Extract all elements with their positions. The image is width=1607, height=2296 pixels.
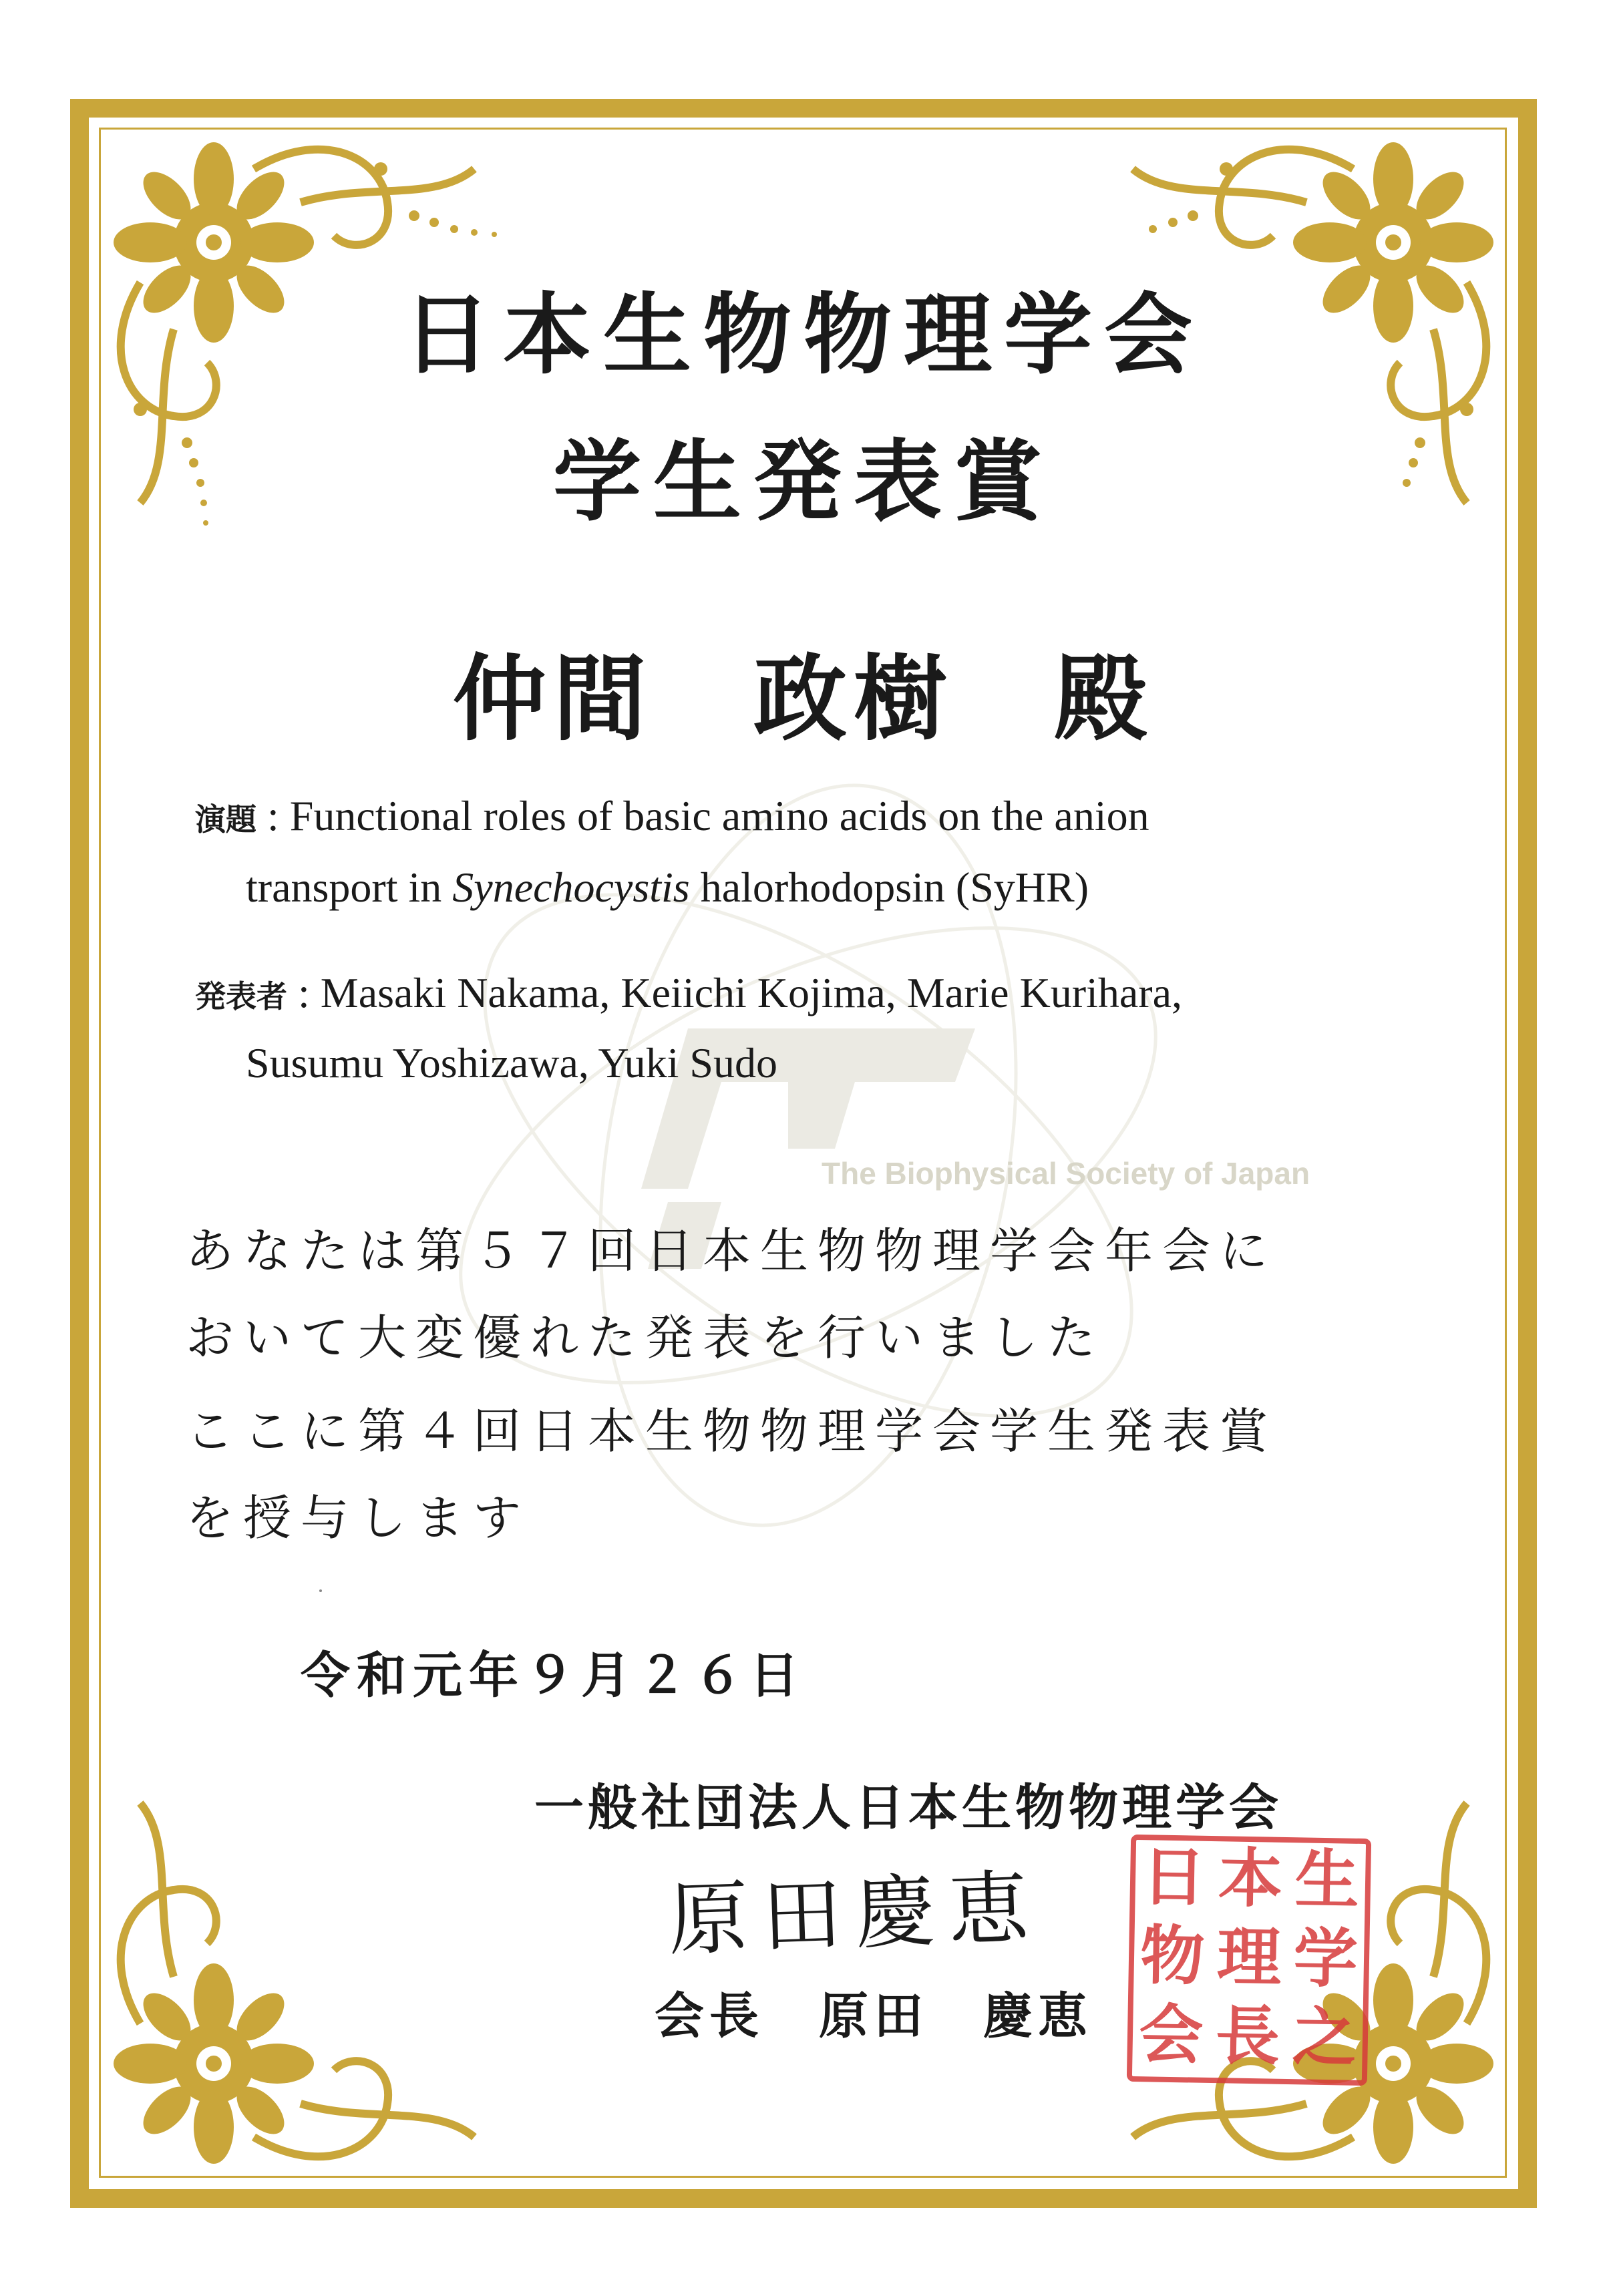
presenters-text-1: Masaki Nakama, Keiichi Kojima, Marie Kurihara, (320, 969, 1182, 1016)
seal-char: 物 (1139, 1917, 1206, 1994)
topic-text-2b: halorhodopsin (SyHR) (689, 864, 1089, 911)
body-text-1: あなたは第５７回日本生物物理学会年会に (186, 1223, 1278, 1279)
seal-char: 学 (1292, 1920, 1359, 1997)
presenters-line-2: Susumu Yoshizawa, Yuki Sudo (246, 1039, 777, 1087)
body-text-2: おいて大変優れた発表を行いました (186, 1310, 1105, 1366)
seal-char: 之 (1291, 1999, 1357, 2076)
presenters-label: 発表者 (195, 978, 287, 1014)
watermark-caption: The Biophysical Society of Japan (822, 1156, 1310, 1191)
society-title: 日本生物物理学会 (403, 283, 1204, 387)
corner-ornament-bottom-left (100, 1750, 514, 2177)
presenters-line-1 (195, 968, 1182, 1018)
president-name: 会長 原田 慶恵 (655, 1987, 1093, 2045)
seal-char: 会 (1138, 1996, 1204, 2073)
topic-text-2-species: Synechocystis (452, 864, 690, 911)
recipient-name: 仲間 政樹 殿 (452, 644, 1154, 754)
body-text-3: ここに第４回日本生物物理学会学生発表賞 (186, 1403, 1278, 1459)
topic-separator: : (256, 792, 290, 839)
presenters-separator: : (287, 969, 321, 1016)
seal-char: 本 (1218, 1840, 1284, 1917)
topic-line-2 (246, 863, 1089, 912)
award-title: 学生発表賞 (553, 430, 1054, 534)
seal-char: 理 (1216, 1919, 1282, 1995)
official-seal-stamp (1127, 1835, 1371, 2086)
topic-text-2a: transport in (246, 864, 453, 911)
topic-line-1 (195, 791, 1149, 841)
seal-char: 生 (1294, 1841, 1360, 1918)
award-date: 令和元年９月２６日 (301, 1647, 806, 1704)
seal-char: 日 (1141, 1839, 1207, 1915)
seal-char: 長 (1215, 1997, 1280, 2074)
topic-text-1: Functional roles of basic amino acids on the anion (289, 792, 1149, 839)
organization-name: 一般社団法人日本生物物理学会 (534, 1779, 1282, 1837)
handwritten-signature: 原田慶恵 (667, 1861, 1044, 1967)
paper-speck (319, 1589, 322, 1592)
topic-label: 演題 (195, 801, 256, 837)
body-text-4: を授与します (186, 1490, 531, 1546)
